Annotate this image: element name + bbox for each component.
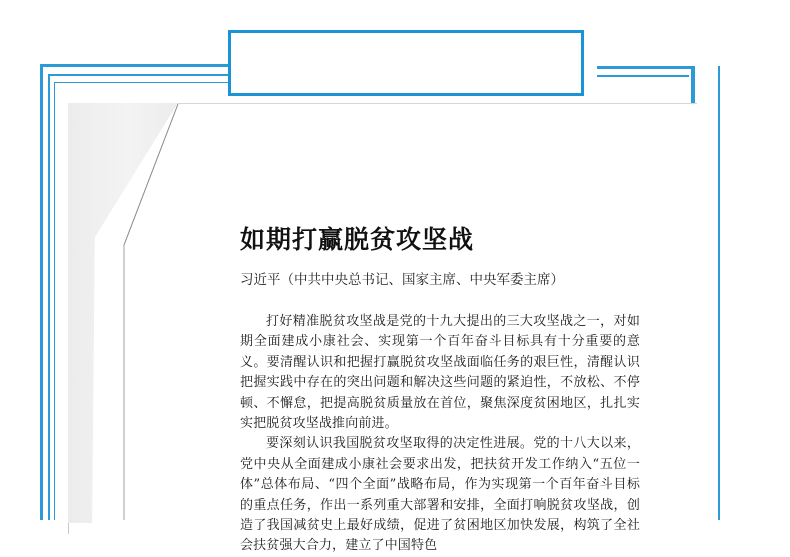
frame-line-outer-left bbox=[40, 64, 43, 520]
frame-line-outer-top bbox=[40, 64, 228, 67]
frame-line-far-right bbox=[718, 66, 720, 520]
frame-line-inner-top bbox=[54, 82, 228, 83]
frame-line-right-top bbox=[597, 66, 695, 69]
frame-line-mid-left bbox=[48, 74, 50, 520]
header-box bbox=[228, 30, 584, 96]
article-title: 如期打赢脱贫攻坚战 bbox=[240, 225, 475, 254]
frame-line-mid-top bbox=[48, 74, 228, 76]
article-body bbox=[240, 312, 640, 557]
frame-line-inner-left bbox=[54, 82, 55, 520]
body-paragraph: 要深刻认识我国脱贫攻坚取得的决定性进展。党的十八大以来，党中央从全面建成小康社会要求出发，把扶贫开发工作纳入“五位一体”总体布局、“四个全面”战略布局，作为实现第一个百年奋斗目标的重点任务，作出一系列重大部署和安排，全面打响脱贫攻坚战，创造了我国减贫史上最好成绩，促进了贫困地区加快发展，构筑了全社会扶贫强大合力，建立了中国特色 bbox=[240, 436, 640, 554]
frame-line-right-top-2 bbox=[597, 75, 689, 77]
article-author: 习近平（中共中央总书记、国家主席、中央军委主席） bbox=[240, 272, 564, 288]
body-paragraph: 打好精准脱贫攻坚战是党的十九大提出的三大攻坚战之一，对如期全面建成小康社会、实现第一个百年奋斗目标具有十分重要的意义。要清醒认识和把握打赢脱贫攻坚战面临任务的艰巨性，清醒认识把握实践中存在的突出问题和解决这些问题的紧迫性，不放松、不停顿、不懈怠，把提高脱贫质量放在首位，聚焦深度贫困地区，扎扎实实把脱贫攻坚战推向前进。 bbox=[240, 314, 640, 432]
